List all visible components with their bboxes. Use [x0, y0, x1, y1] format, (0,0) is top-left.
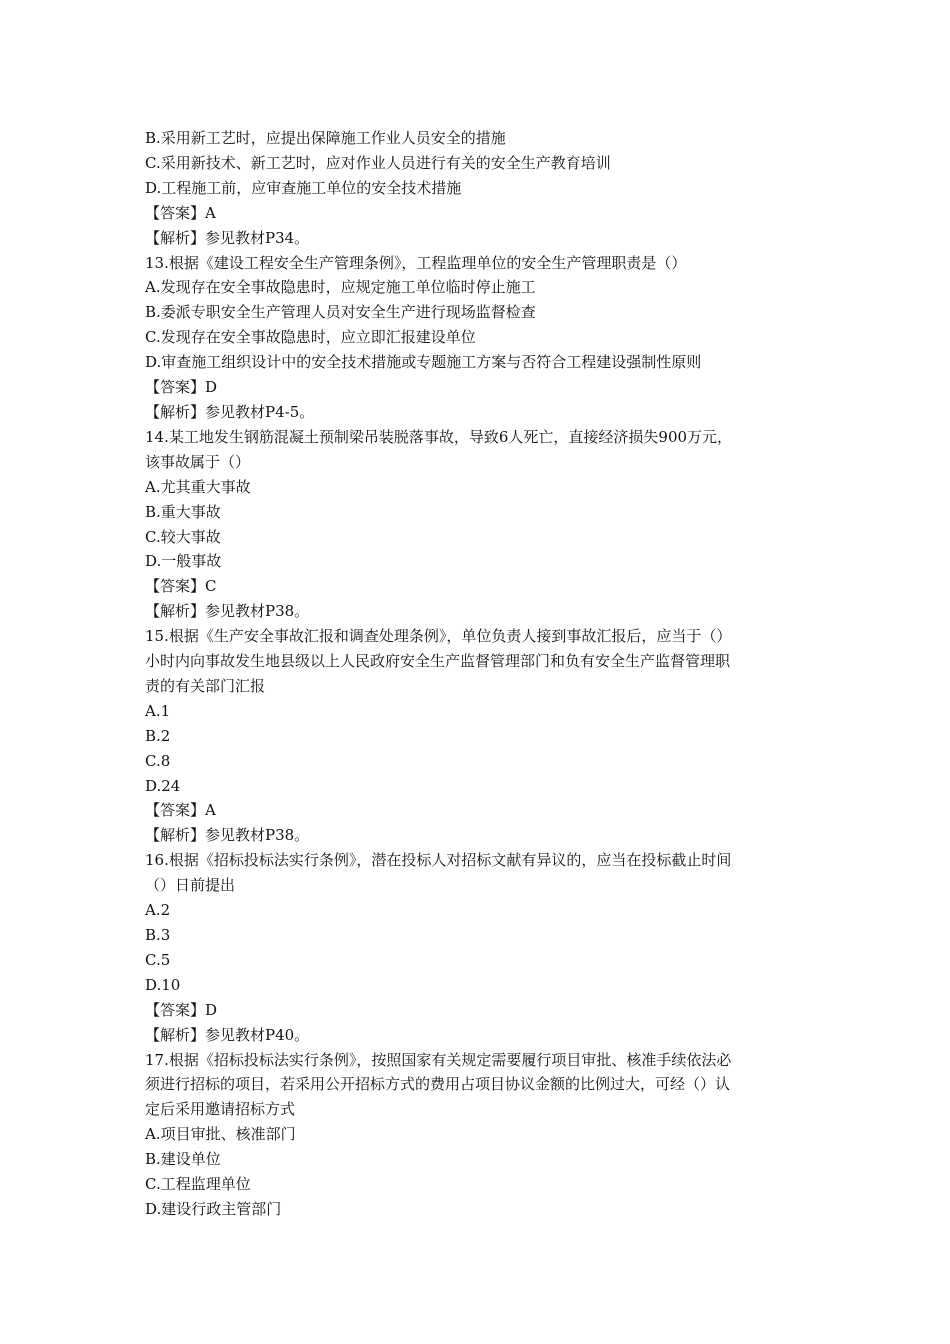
text-line: C.5: [145, 950, 171, 969]
text-line: 【答案】C: [145, 577, 217, 596]
text-line: B.2: [145, 726, 171, 745]
text-line: B.3: [145, 926, 171, 944]
text-line: 【解析】参见教材P34。: [145, 228, 310, 247]
text-line: 责的有关部门汇报: [145, 676, 266, 695]
text-line: A.2: [145, 901, 171, 920]
text-line: 【解析】参见教材P38。: [145, 602, 310, 621]
text-line: D.10: [145, 975, 181, 994]
text-line: B.重大事故: [145, 502, 221, 521]
text-line: 定后采用邀请招标方式: [145, 1100, 296, 1119]
text-line: C.8: [145, 751, 171, 770]
text-line: A.发现存在安全事故隐患时，应规定施工单位临时停止施工: [145, 278, 536, 297]
text-line: 【解析】参见教材P38。: [145, 826, 310, 845]
text-line: 【答案】D: [145, 1000, 218, 1019]
text-line: B.建设单位: [145, 1150, 221, 1169]
text-line: 该事故属于（）: [145, 452, 251, 471]
text-line: C.工程监理单位: [145, 1175, 251, 1194]
text-line: 【答案】A: [145, 801, 216, 820]
text-line: D.建设行政主管部门: [145, 1199, 282, 1218]
text-line: D.审查施工组织设计中的安全技术措施或专题施工方案与否符合工程建设强制性原则: [145, 353, 702, 372]
text-line: （）日前提出: [145, 876, 236, 895]
text-line: C.发现存在安全事故隐患时，应立即汇报建设单位: [145, 328, 476, 347]
document-body: [145, 126, 815, 1222]
text-line: 15.根据《生产安全事故汇报和调查处理条例》，单位负责人接到事故汇报后，应当于（）: [145, 627, 732, 646]
text-line: C.较大事故: [145, 527, 221, 546]
text-line: 13.根据《建设工程安全生产管理条例》，工程监理单位的安全生产管理职责是（）: [145, 253, 687, 272]
text-line: 【解析】参见教材P4-5。: [145, 402, 315, 421]
text-line: B.采用新工艺时，应提出保障施工作业人员安全的措施: [145, 129, 506, 147]
text-line: 16.根据《招标投标法实行条例》，潜在投标人对招标文献有异议的，应当在投标截止时间: [145, 851, 732, 870]
text-line: 须进行招标的项目，若采用公开招标方式的费用占项目协议金额的比例过大，可经（）认: [145, 1075, 731, 1094]
text-line: A.1: [145, 701, 171, 720]
text-line: 17.根据《招标投标法实行条例》，按照国家有关规定需要履行项目审批、核准手续依法必: [145, 1050, 732, 1069]
text-line: 14.某工地发生钢筋混凝土预制梁吊装脱落事故，导致6人死亡，直接经济损失900万元，: [145, 427, 733, 446]
text-line: A.项目审批、核准部门: [145, 1125, 296, 1144]
text-line: A.尤其重大事故: [145, 477, 251, 496]
text-line: D.工程施工前，应审查施工单位的安全技术措施: [145, 178, 462, 197]
text-line: C.采用新技术、新工艺时，应对作业人员进行有关的安全生产教育培训: [145, 153, 611, 172]
text-line: 小时内向事故发生地县级以上人民政府安全生产监督管理部门和负有安全生产监督管理职: [145, 652, 731, 671]
text-line: D.24: [145, 776, 181, 795]
text-line: 【答案】D: [145, 378, 218, 397]
text-line: D.一般事故: [145, 552, 222, 571]
text-line: B.委派专职安全生产管理人员对安全生产进行现场监督检查: [145, 303, 536, 322]
text-line: 【解析】参见教材P40。: [145, 1025, 310, 1044]
text-line: 【答案】A: [145, 203, 216, 222]
